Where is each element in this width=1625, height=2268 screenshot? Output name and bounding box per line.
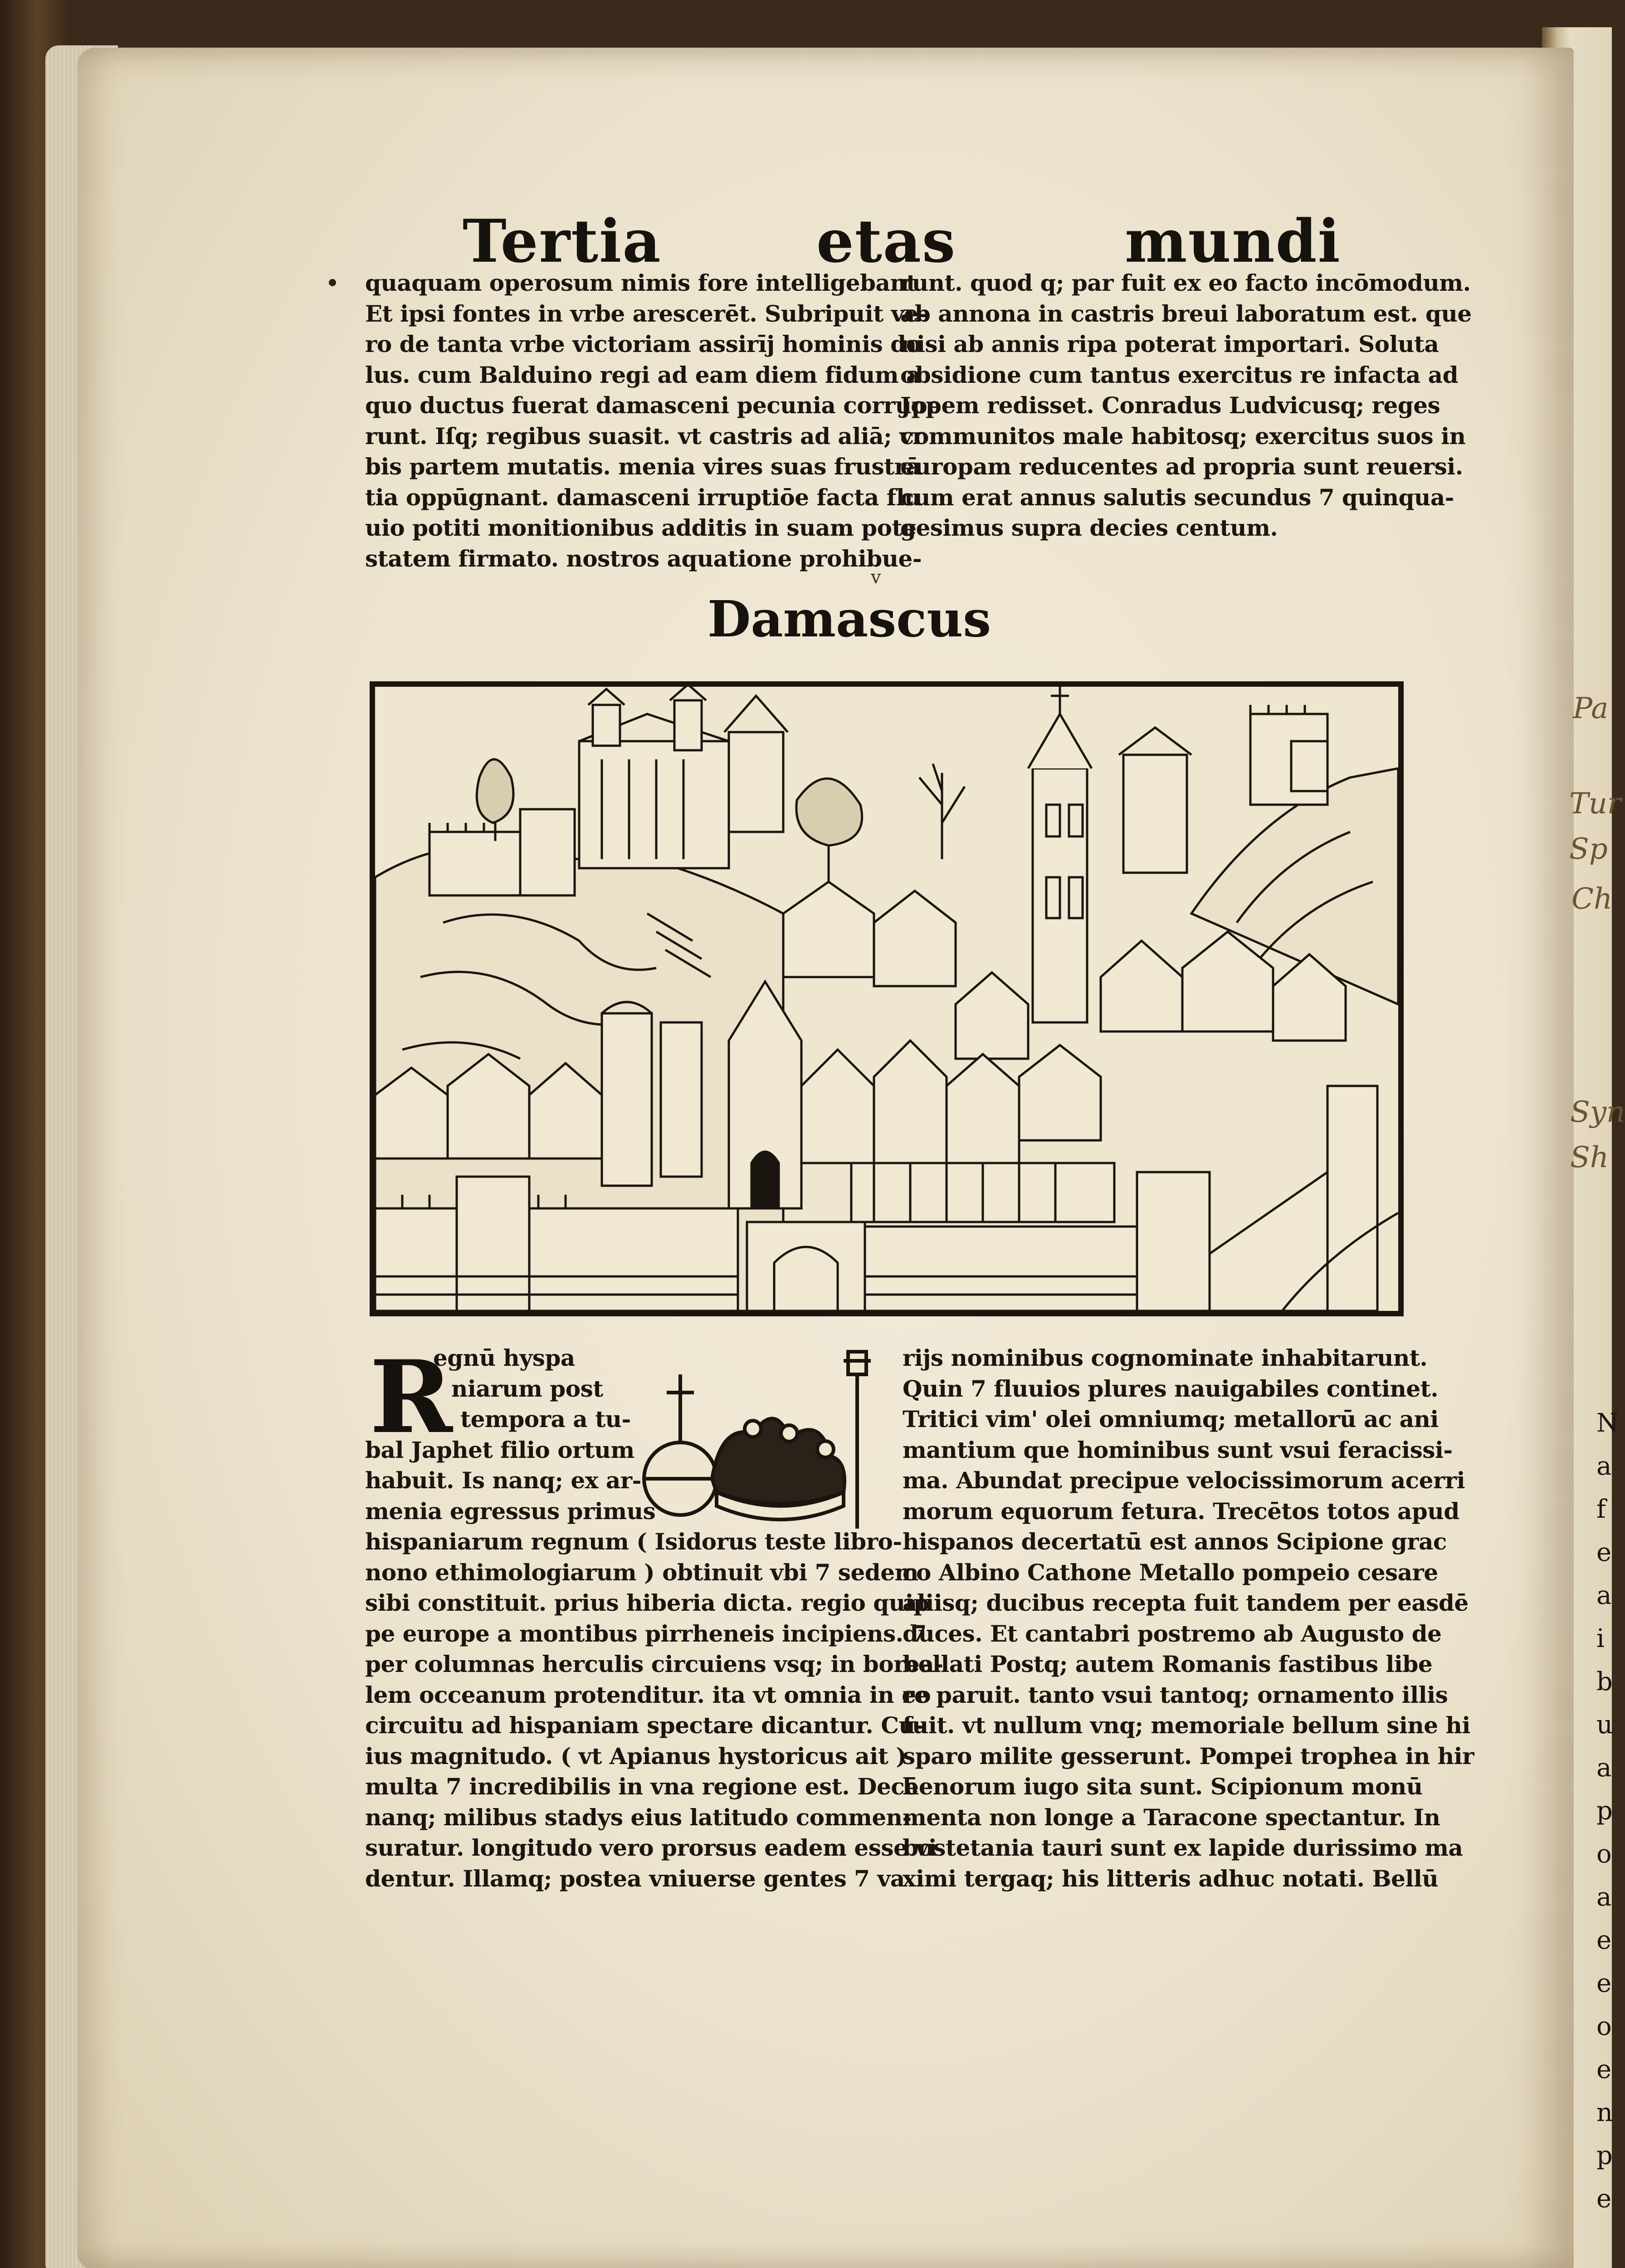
text-line: bis partem mutatis. menia vires suas frustrā: [365, 453, 921, 480]
text-line: dentur. Illamq; postea vniuerse gentes 7 va: [365, 1865, 905, 1892]
running-head-word-1: Tertia: [463, 206, 662, 276]
text-line: Jopem redisset. Conradus Ludvicusq; reges: [900, 392, 1440, 419]
text-line: ximi tergaq; his litteris adhuc notati. Bellū: [903, 1865, 1439, 1892]
text-line: duces. Et cantabri postremo ab Augusto de: [903, 1620, 1442, 1647]
facing-page-letter: a: [1596, 1753, 1612, 1783]
text-line: per columnas herculis circuiens vsq; in borea-: [365, 1651, 943, 1677]
marginal-note-1: Pa: [1573, 692, 1609, 725]
text-column-top-right: [900, 268, 1472, 543]
text-column-bottom-left: [365, 1338, 943, 1894]
text-line: niarum post: [451, 1375, 603, 1402]
text-line: sibi constituit. prius hiberia dicta. regio quip: [365, 1589, 929, 1616]
text-line: mantium que hominibus sunt vsui feracissi-: [903, 1436, 1453, 1463]
text-line: ma. Abundat precipue velocissimorum acerri: [903, 1467, 1465, 1494]
marginal-note-5: Syn: [1570, 1095, 1625, 1129]
text-line: circuitu ad hispaniam spectare dicantur. Cu-: [365, 1712, 924, 1739]
text-line: pe europe a montibus pirrheneis incipiens. 7: [365, 1620, 927, 1647]
text-line: tia oppūgnant. damasceni irruptiōe facta flu: [365, 484, 921, 511]
marginal-note-2: Tur: [1569, 787, 1621, 821]
facing-page-letter: N: [1596, 1408, 1619, 1438]
running-head-word-2: etas: [816, 206, 956, 276]
text-line: nisi ab annis ripa poterat importari. Soluta: [900, 331, 1439, 357]
text-line: bellati Postq; autem Romanis fastibus libe: [903, 1651, 1433, 1677]
marginal-note-6: Sh: [1570, 1141, 1609, 1174]
text-line: habuit. Is nanq; ex ar-: [365, 1467, 641, 1494]
text-line: quo ductus fuerat damasceni pecunia corrupe: [365, 392, 942, 419]
text-line: bal Japhet filio ortum: [365, 1436, 634, 1463]
text-line: nono ethimologiarum ) obtinuit vbi 7 sedem: [365, 1559, 918, 1586]
text-line: suratur. longitudo vero prorsus eadem esse vi: [365, 1834, 937, 1861]
decorated-initial: R: [370, 1338, 453, 1456]
running-head-word-3: mundi: [1125, 206, 1341, 276]
text-line: bostetania tauri sunt ex lapide durissimo ma: [903, 1834, 1463, 1861]
text-line: gesimus supra decies centum.: [900, 514, 1278, 541]
text-line: multa 7 incredibilis in vna regione est. Decē: [365, 1773, 919, 1800]
text-line: henorum iugo sita sunt. Scipionum monū: [903, 1773, 1423, 1800]
text-line: menta non longe a Taracone spectantur. In: [903, 1804, 1440, 1831]
text-line: uio potiti monitionibus additis in suam pote: [365, 514, 917, 541]
woodcut-illustration-damascus: [370, 681, 1404, 1316]
facing-page-letter: p: [1596, 2141, 1613, 2170]
text-line: fuit. vt nullum vnq; memoriale bellum sine hi: [903, 1712, 1470, 1739]
text-line: Quin 7 fluuios plures nauigabiles continet.: [903, 1375, 1439, 1402]
text-line: hispaniarum regnum ( Isidorus teste libro-: [365, 1528, 902, 1555]
text-line: co Albino Cathone Metallo pompeio cesare: [903, 1559, 1438, 1586]
facing-page-letter: o: [1596, 1839, 1612, 1869]
facing-page-letter: f: [1596, 1495, 1606, 1524]
marginal-note-4: Ch: [1571, 882, 1613, 916]
facing-page-letter: a: [1596, 1581, 1612, 1610]
facing-page-letter: n: [1596, 2098, 1613, 2127]
facing-page-letter: e: [1596, 1969, 1612, 1998]
facing-page-letter: e: [1596, 1538, 1612, 1567]
initial-indented-lines: [365, 1338, 878, 1526]
text-line: sparo milite gesserunt. Pompei trophea in hir: [903, 1742, 1474, 1769]
facing-page-letter: b: [1596, 1667, 1613, 1696]
text-line: egnū hyspa: [433, 1344, 575, 1371]
text-line: rijs nominibus cognominate inhabitarunt.: [903, 1344, 1428, 1371]
marginal-note-3: Sp: [1569, 832, 1608, 866]
text-line: aliisq; ducibus recepta fuit tandem per easdē: [903, 1589, 1469, 1616]
text-line: Et ipsi fontes in vrbe arescerēt. Subripuit ve-: [365, 300, 927, 327]
facing-page-letter: a: [1596, 1882, 1612, 1912]
facing-page-letter: p: [1596, 1796, 1613, 1826]
signature-mark: v: [871, 567, 881, 588]
woodcut-cityscape: [375, 687, 1398, 1311]
text-line: lus. cum Balduino regi ad eam diem fidum a: [365, 361, 921, 388]
facing-page-letter: u: [1596, 1710, 1613, 1740]
section-title: Damascus: [708, 590, 991, 648]
text-column-bottom-right: [903, 1343, 1474, 1894]
facing-page-letter: e: [1596, 1926, 1612, 1955]
text-line: ius magnitudo. ( vt Apianus hystoricus ait ): [365, 1742, 907, 1769]
text-line: menia egressus primus: [365, 1497, 656, 1525]
text-line: morum equorum fetura. Trecētos totos apud: [903, 1497, 1459, 1525]
text-line: nanq; milibus stadys eius latitudo commen-: [365, 1804, 912, 1831]
facing-page-letter: e: [1596, 2184, 1612, 2214]
facing-page-letter: o: [1596, 2012, 1612, 2041]
text-line: hispanos decertatū est annos Scipione grac: [903, 1528, 1447, 1555]
text-line: cum erat annus salutis secundus 7 quinqua-: [900, 484, 1454, 511]
text-line: obsidione cum tantus exercitus re infacta ad: [900, 361, 1459, 388]
text-line: Tritici vim' olei omniumq; metallorū ac ani: [903, 1406, 1439, 1432]
text-line: ab annona in castris breui laboratum est. que: [900, 300, 1472, 327]
text-line: runt. quod q; par fuit ex eo facto incōmodum.: [900, 269, 1471, 296]
margin-dot: [329, 279, 336, 286]
text-line: runt. Iſq; regibus suasit. vt castris ad aliā; vr: [365, 422, 924, 450]
text-line: ro de tanta vrbe victoriam assirīj hominis do: [365, 331, 921, 357]
facing-page-letter: a: [1596, 1452, 1612, 1481]
text-line: lem occeanum protenditur. ita vt omnia in eo: [365, 1681, 931, 1708]
text-line: communitos male habitosq; exercitus suos in: [900, 422, 1466, 450]
text-line: statem firmato. nostros aquatione prohibue-: [365, 545, 922, 572]
facing-page-letter: e: [1596, 2055, 1612, 2084]
text-line: tempora a tu-: [460, 1406, 631, 1432]
facing-page-letter: i: [1596, 1624, 1605, 1653]
text-line: quaquam operosum nimis fore intelligebant: [365, 269, 917, 296]
text-column-top-left: [365, 268, 942, 574]
text-line: europam reducentes ad propria sunt reuersi.: [900, 453, 1463, 480]
text-line: re paruit. tanto vsui tantoq; ornamento illis: [903, 1681, 1448, 1708]
